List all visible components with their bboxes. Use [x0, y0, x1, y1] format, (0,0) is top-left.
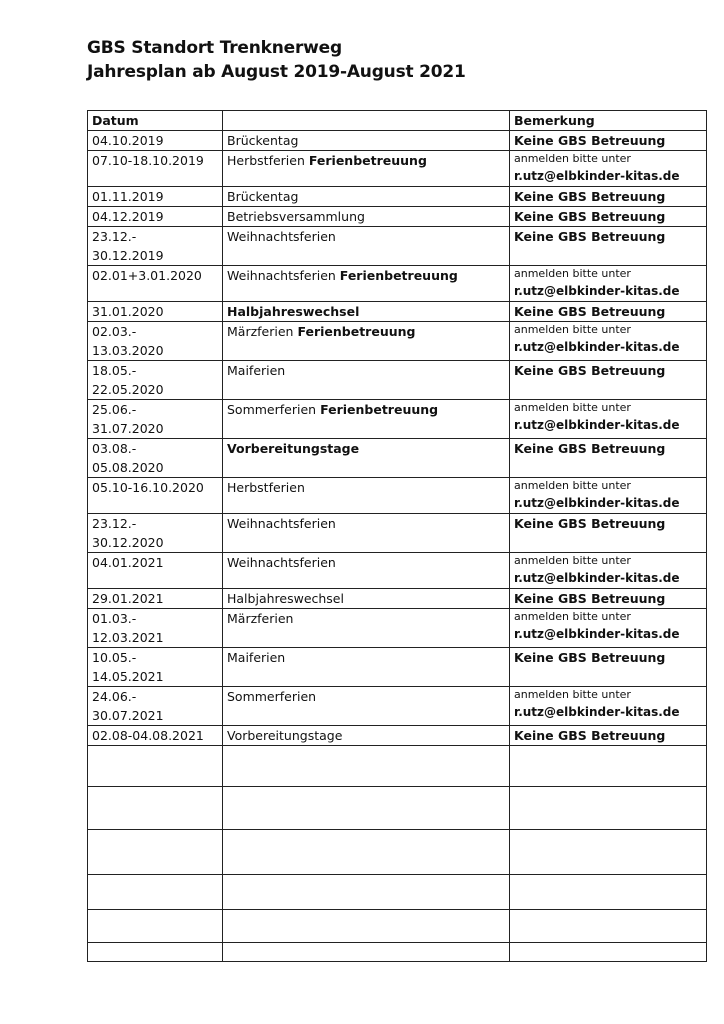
- remark-cell: [510, 514, 707, 553]
- no-care-remark: Keine GBS Betreuung: [514, 229, 666, 244]
- no-care-remark: Keine GBS Betreuung: [514, 133, 666, 148]
- date-cell: [88, 726, 223, 746]
- date-end: 30.07.2021: [92, 708, 164, 723]
- event-label: Weihnachtsferien: [227, 516, 336, 531]
- date-start: 02.01+3.01.2020: [92, 268, 202, 283]
- table-row: [88, 478, 707, 514]
- event-label: Maiferien: [227, 363, 286, 378]
- date-start: 03.08.-: [92, 441, 137, 456]
- event-cell: [223, 589, 510, 609]
- event-label: Weihnachtsferien: [227, 229, 336, 244]
- event-cell: [223, 514, 510, 553]
- event-label: Sommerferien: [227, 402, 321, 417]
- empty-cell: [510, 910, 707, 943]
- remark-cell: [510, 151, 707, 187]
- date-end: 30.12.2020: [92, 535, 164, 550]
- event-cell: [223, 400, 510, 439]
- empty-cell: [510, 787, 707, 830]
- date-start: 02.08-04.08.2021: [92, 728, 204, 743]
- date-cell: [88, 648, 223, 687]
- remark-cell: [510, 227, 707, 266]
- no-care-remark: Keine GBS Betreuung: [514, 728, 666, 743]
- empty-cell: [88, 830, 223, 875]
- register-email: r.utz@elbkinder-kitas.de: [514, 284, 680, 298]
- date-end: 12.03.2021: [92, 630, 164, 645]
- empty-cell: [88, 787, 223, 830]
- date-end: 14.05.2021: [92, 669, 164, 684]
- document-subtitle: Jahresplan ab August 2019-August 2021: [87, 62, 466, 82]
- empty-cell: [223, 830, 510, 875]
- table-row: [88, 361, 707, 400]
- date-cell: [88, 553, 223, 589]
- remark-cell: [510, 400, 707, 439]
- date-cell: [88, 439, 223, 478]
- event-label-bold: Ferienbetreuung: [297, 324, 416, 339]
- date-cell: [88, 400, 223, 439]
- date-cell: [88, 207, 223, 227]
- register-email: r.utz@elbkinder-kitas.de: [514, 496, 680, 510]
- date-start: 23.12.-: [92, 516, 137, 531]
- date-cell: [88, 687, 223, 726]
- empty-row: [88, 875, 707, 910]
- date-start: 04.10.2019: [92, 133, 164, 148]
- date-cell: [88, 131, 223, 151]
- event-cell: [223, 207, 510, 227]
- event-cell: [223, 227, 510, 266]
- empty-cell: [223, 943, 510, 962]
- column-header-remark: Bemerkung: [510, 111, 707, 131]
- column-header-date: Datum: [88, 111, 223, 131]
- remark-cell: [510, 131, 707, 151]
- table-row: [88, 187, 707, 207]
- no-care-remark: Keine GBS Betreuung: [514, 650, 666, 665]
- date-start: 07.10-18.10.2019: [92, 153, 204, 168]
- date-cell: [88, 609, 223, 648]
- table-row: [88, 514, 707, 553]
- remark-cell: [510, 553, 707, 589]
- no-care-remark: Keine GBS Betreuung: [514, 516, 666, 531]
- empty-row: [88, 943, 707, 962]
- event-label: Maiferien: [227, 650, 286, 665]
- event-cell: [223, 187, 510, 207]
- remark-cell: [510, 648, 707, 687]
- empty-cell: [88, 910, 223, 943]
- date-cell: [88, 187, 223, 207]
- event-label: Märzferien: [227, 611, 294, 626]
- event-cell: [223, 131, 510, 151]
- table-row: [88, 322, 707, 361]
- date-start: 01.03.-: [92, 611, 137, 626]
- date-start: 25.06.-: [92, 402, 137, 417]
- register-note: anmelden bitte unter: [514, 688, 631, 701]
- table-row: [88, 439, 707, 478]
- table-row: [88, 648, 707, 687]
- event-cell: [223, 553, 510, 589]
- table-row: [88, 553, 707, 589]
- date-start: 18.05.-: [92, 363, 137, 378]
- register-email: r.utz@elbkinder-kitas.de: [514, 705, 680, 719]
- event-cell: [223, 322, 510, 361]
- remark-cell: [510, 609, 707, 648]
- remark-cell: [510, 207, 707, 227]
- register-note: anmelden bitte unter: [514, 479, 631, 492]
- table-row: [88, 151, 707, 187]
- remark-cell: [510, 266, 707, 302]
- event-cell: [223, 266, 510, 302]
- date-cell: [88, 514, 223, 553]
- event-label-bold: Vorbereitungstage: [227, 441, 360, 456]
- no-care-remark: Keine GBS Betreuung: [514, 363, 666, 378]
- remark-cell: [510, 302, 707, 322]
- date-start: 24.06.-: [92, 689, 137, 704]
- empty-cell: [223, 875, 510, 910]
- empty-cell: [510, 746, 707, 787]
- empty-cell: [510, 875, 707, 910]
- event-label: Sommerferien: [227, 689, 317, 704]
- empty-row: [88, 910, 707, 943]
- register-email: r.utz@elbkinder-kitas.de: [514, 418, 680, 432]
- event-cell: [223, 361, 510, 400]
- table-row: [88, 207, 707, 227]
- date-cell: [88, 478, 223, 514]
- empty-row: [88, 787, 707, 830]
- table-row: [88, 726, 707, 746]
- date-start: 01.11.2019: [92, 189, 164, 204]
- event-label: Brückentag: [227, 189, 299, 204]
- empty-cell: [88, 943, 223, 962]
- event-cell: [223, 648, 510, 687]
- date-start: 29.01.2021: [92, 591, 164, 606]
- remark-cell: [510, 478, 707, 514]
- event-label: Betriebsversammlung: [227, 209, 365, 224]
- table-row: [88, 687, 707, 726]
- event-label-bold: Ferienbetreuung: [308, 153, 427, 168]
- date-cell: [88, 151, 223, 187]
- table-row: [88, 589, 707, 609]
- date-cell: [88, 361, 223, 400]
- date-start: 23.12.-: [92, 229, 137, 244]
- date-start: 10.05.-: [92, 650, 137, 665]
- date-cell: [88, 266, 223, 302]
- table-row: [88, 609, 707, 648]
- table-row: [88, 227, 707, 266]
- register-email: r.utz@elbkinder-kitas.de: [514, 571, 680, 585]
- empty-cell: [223, 746, 510, 787]
- date-end: 31.07.2020: [92, 421, 164, 436]
- event-cell: [223, 151, 510, 187]
- date-end: 05.08.2020: [92, 460, 164, 475]
- remark-cell: [510, 187, 707, 207]
- register-note: anmelden bitte unter: [514, 610, 631, 623]
- date-start: 31.01.2020: [92, 304, 164, 319]
- no-care-remark: Keine GBS Betreuung: [514, 441, 666, 456]
- event-label: Weihnachtsferien: [227, 268, 340, 283]
- event-cell: [223, 439, 510, 478]
- remark-cell: [510, 361, 707, 400]
- event-label-bold: Ferienbetreuung: [320, 402, 439, 417]
- remark-cell: [510, 322, 707, 361]
- register-email: r.utz@elbkinder-kitas.de: [514, 627, 680, 641]
- date-start: 04.01.2021: [92, 555, 164, 570]
- date-cell: [88, 589, 223, 609]
- register-note: anmelden bitte unter: [514, 323, 631, 336]
- empty-cell: [510, 830, 707, 875]
- empty-row: [88, 746, 707, 787]
- document-title: GBS Standort Trenknerweg: [87, 38, 342, 58]
- table-header-row: [88, 111, 707, 131]
- date-cell: [88, 227, 223, 266]
- remark-cell: [510, 439, 707, 478]
- event-cell: [223, 478, 510, 514]
- register-note: anmelden bitte unter: [514, 554, 631, 567]
- event-cell: [223, 302, 510, 322]
- no-care-remark: Keine GBS Betreuung: [514, 209, 666, 224]
- date-end: 13.03.2020: [92, 343, 164, 358]
- table-row: [88, 302, 707, 322]
- empty-cell: [88, 875, 223, 910]
- event-label: Weihnachtsferien: [227, 555, 336, 570]
- event-label: Märzferien: [227, 324, 298, 339]
- event-label: Brückentag: [227, 133, 299, 148]
- date-end: 30.12.2019: [92, 248, 164, 263]
- event-cell: [223, 687, 510, 726]
- remark-cell: [510, 726, 707, 746]
- empty-cell: [510, 943, 707, 962]
- empty-cell: [223, 787, 510, 830]
- register-note: anmelden bitte unter: [514, 267, 631, 280]
- no-care-remark: Keine GBS Betreuung: [514, 591, 666, 606]
- table-row: [88, 131, 707, 151]
- empty-row: [88, 830, 707, 875]
- annual-plan-table: [87, 110, 707, 962]
- event-cell: [223, 609, 510, 648]
- date-cell: [88, 322, 223, 361]
- register-note: anmelden bitte unter: [514, 152, 631, 165]
- table-row: [88, 266, 707, 302]
- date-start: 02.03.-: [92, 324, 137, 339]
- register-email: r.utz@elbkinder-kitas.de: [514, 340, 680, 354]
- event-label: Vorbereitungstage: [227, 728, 343, 743]
- register-note: anmelden bitte unter: [514, 401, 631, 414]
- date-start: 04.12.2019: [92, 209, 164, 224]
- no-care-remark: Keine GBS Betreuung: [514, 189, 666, 204]
- register-email: r.utz@elbkinder-kitas.de: [514, 169, 680, 183]
- event-label-bold: Halbjahreswechsel: [227, 304, 360, 319]
- column-header-event: [223, 111, 510, 131]
- remark-cell: [510, 589, 707, 609]
- event-label-bold: Ferienbetreuung: [339, 268, 458, 283]
- date-end: 22.05.2020: [92, 382, 164, 397]
- event-cell: [223, 726, 510, 746]
- event-label: Halbjahreswechsel: [227, 591, 344, 606]
- date-cell: [88, 302, 223, 322]
- date-start: 05.10-16.10.2020: [92, 480, 204, 495]
- event-label: Herbstferien: [227, 480, 305, 495]
- remark-cell: [510, 687, 707, 726]
- empty-cell: [88, 746, 223, 787]
- event-label: Herbstferien: [227, 153, 309, 168]
- no-care-remark: Keine GBS Betreuung: [514, 304, 666, 319]
- table-row: [88, 400, 707, 439]
- empty-cell: [223, 910, 510, 943]
